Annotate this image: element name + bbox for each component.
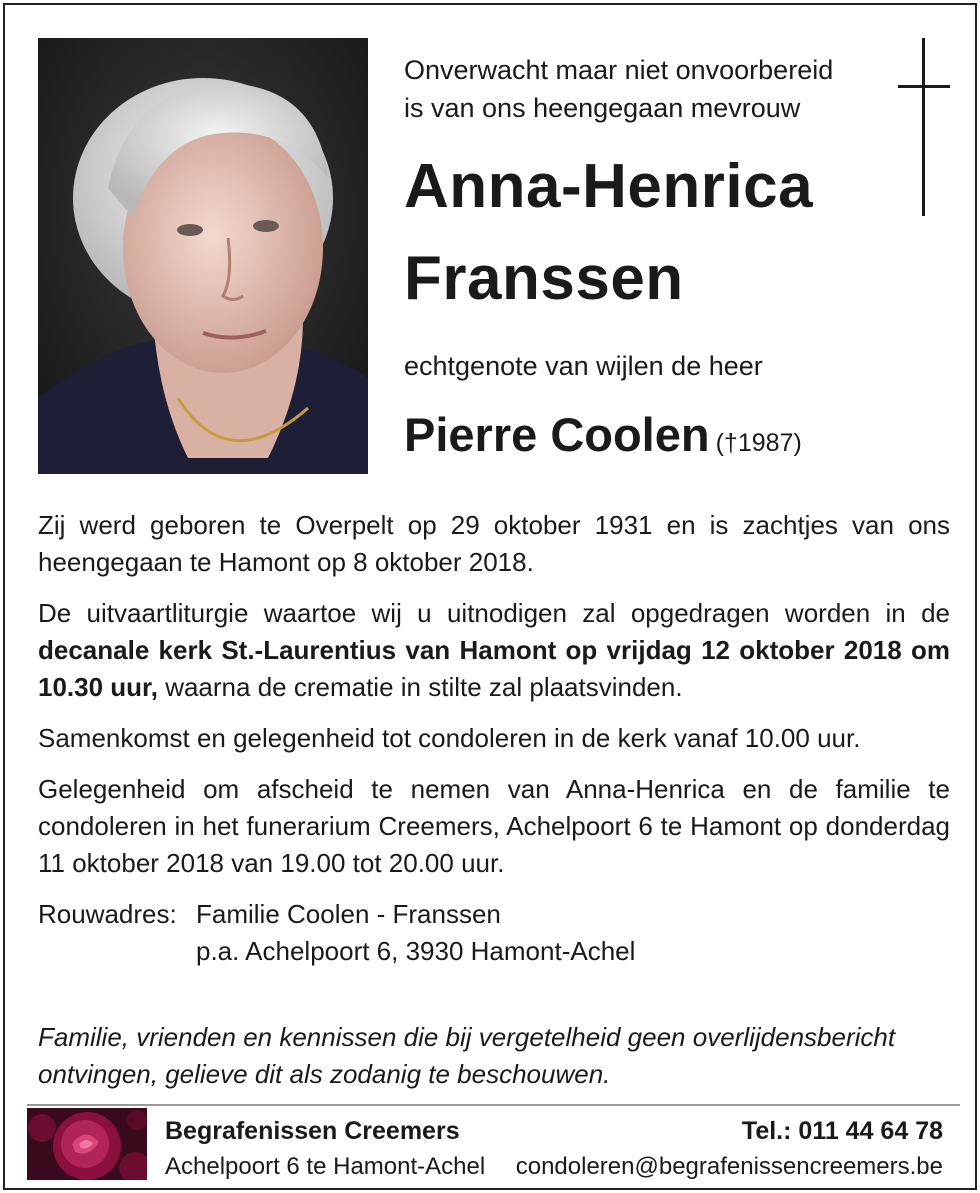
mourning-address-line-1: Familie Coolen - Franssen (196, 899, 501, 929)
birth-death-paragraph: Zij werd geboren te Overpelt op 29 oktober 1931 en is zachtjes van ons heengegaan te Hamont op 8 oktober 2018. (38, 510, 950, 577)
deceased-first-name: Anna-Henrica (404, 152, 814, 221)
spouse-name: Pierre Coolen (404, 408, 710, 461)
mourning-address (38, 896, 950, 970)
funeral-text-pre: De uitvaartliturgie waartoe wij u uitnodigen zal opgedragen worden in de (38, 598, 950, 628)
intro-line-1: Onverwacht maar niet onvoorbereid (404, 55, 834, 85)
mourning-address-line-2: p.a. Achelpoort 6, 3930 Hamont-Achel (196, 936, 636, 966)
deceased-last-name: Franssen (404, 244, 684, 313)
funeral-paragraph (38, 595, 950, 706)
intro-text (404, 51, 833, 127)
rose-icon (27, 1108, 147, 1180)
funeral-home-name: Begrafenissen Creemers (165, 1117, 460, 1145)
farewell-paragraph: Gelegenheid om afscheid te nemen van Anna-Henrica en de familie te condoleren in het funerarium Creemers, Achelpoort 6 te Hamont op donderdag 11 oktober 2018 van 19.00 tot 20.00 uur. (38, 774, 950, 878)
notice-text: Familie, vrienden en kennissen die bij vergetelheid geen overlijdensbericht ontvingen, gelieve dit als zodanig te beschouwen. (38, 1022, 896, 1089)
spouse-name-line (404, 405, 802, 473)
deceased-name (404, 141, 813, 325)
cross-icon (898, 38, 950, 216)
intro-line-2: is van ons heengegaan mevrouw (404, 93, 801, 123)
funeral-home-phone: Tel.: 011 44 64 78 (741, 1117, 943, 1145)
funeral-home-email[interactable]: condoleren@begrafenissencreemers.be (515, 1153, 943, 1180)
spouse-death-year: (†1987) (715, 429, 802, 457)
obituary-body (38, 507, 950, 970)
portrait-illustration (38, 38, 368, 474)
mourning-address-label: Rouwadres: (38, 899, 177, 929)
funeral-location-time: decanale kerk St.-Laurentius van Hamont op vrijdag 12 oktober 2018 om 10.30 uur, (38, 635, 950, 702)
funeral-text-post: waarna de crematie in stilte zal plaatsvinden. (157, 672, 683, 702)
spouse-intro: echtgenote van wijlen de heer (404, 351, 763, 381)
footer-divider (27, 1104, 960, 1106)
gathering-paragraph: Samenkomst en gelegenheid tot condoleren in de kerk vanaf 10.00 uur. (38, 723, 861, 753)
obituary-card (3, 3, 977, 1190)
portrait-photo (38, 38, 368, 474)
funeral-home-address: Achelpoort 6 te Hamont-Achel (165, 1153, 486, 1180)
